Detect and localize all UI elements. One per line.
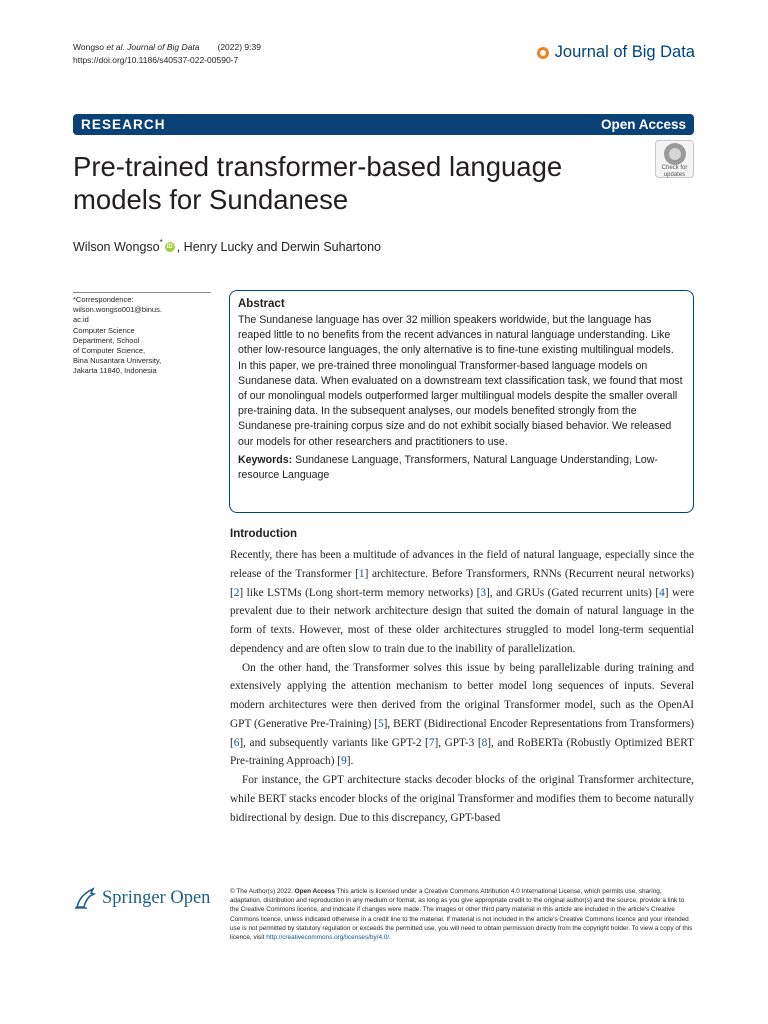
correspondence-note: [73, 292, 211, 377]
abstract-box: [229, 290, 694, 513]
author-first[interactable]: Wilson Wongso: [73, 240, 160, 254]
springer-horse-icon: [73, 887, 97, 909]
citation-journal: et al. Journal of Big Data: [106, 42, 200, 52]
section-heading-introduction: Introduction: [230, 528, 298, 540]
keywords: [238, 453, 685, 483]
paragraph-2: [230, 659, 694, 772]
article-type-banner: [73, 114, 694, 135]
springer-open-logo[interactable]: [73, 887, 210, 909]
check-for-updates-button[interactable]: [655, 140, 694, 178]
p1-text-b: ] architecture. Before Transformers, RNNs (Recurrent neural networks) [: [230, 567, 694, 599]
citation-ref[interactable]: 4: [659, 586, 665, 599]
doi-link[interactable]: https://doi.org/10.1186/s40537-022-00590-7: [73, 55, 239, 65]
p2-text-a: On the other hand, the Transformer solves this issue by being parallelizable during training and extensively applying the attention mechanism to better model long sequences of inputs. Several modern architectures were then derived from the original Transformer model, such as the OpenAI GPT (Generative Pre-Training) [: [230, 661, 694, 730]
citation-ref[interactable]: 2: [233, 586, 240, 599]
journal-logo[interactable]: [537, 43, 695, 62]
correspondence-affiliation: Computer Science Department, School of Computer Science, Bina Nusantara University, Jakarta 11840, Indonesia: [73, 325, 162, 376]
license-text: This article is licensed under a Creative Commons Attribution 4.0 International License, which permits use, sharing, adaptation, distribution and reproduction in any medium or format, as long as you give appropriate credit to the original author(s) and the source, provide a link to the Creative Commons licence, and indicate if changes were made. The images or other third party material in this article are included in the article's Creative Commons licence, unless indicated otherwise in a credit line to the material. If material is not included in the article's Creative Commons licence and your intended use is not permitted by statutory regulation or exceeds the permitted use, you will need to obtain permission directly from the copyright holder. To view a copy of this licence, visit: [230, 888, 693, 942]
article-type: RESEARCH: [81, 117, 166, 132]
keywords-label: Keywords:: [238, 453, 293, 466]
paragraph-1: [230, 546, 694, 659]
p1-text-c: ] like LSTMs (Long short-term memory networks) [: [239, 586, 481, 599]
introduction-body: [230, 546, 694, 827]
license-open-access: Open Access: [294, 888, 335, 895]
p2-text-c: ], and subsequently variants like GPT-2 [: [239, 736, 429, 749]
citation-ref[interactable]: 5: [377, 717, 384, 730]
abstract-heading: Abstract: [238, 298, 285, 310]
license-link[interactable]: http://creativecommons.org/licenses/by/4.0/: [266, 934, 390, 942]
citation-ref[interactable]: 7: [428, 736, 435, 749]
p2-text-e: ], and RoBERTa (Robustly Optimized BERT Pre-training Approach) [: [230, 736, 695, 768]
publisher-name-b: Open: [170, 887, 211, 908]
citation-year: (2022) 9:39: [217, 42, 261, 52]
citation-header: [73, 41, 261, 67]
citation-ref[interactable]: 6: [233, 736, 240, 749]
license-end: .: [389, 934, 391, 942]
p1-text-a: Recently, there has been a multitude of advances in the field of natural language, especially since the release of the Transformer [: [230, 549, 694, 580]
p2-text-b: ], BERT (Bidirectional Encoder Representations from Transformers) [: [230, 717, 694, 749]
check-updates-line2: updates: [663, 171, 686, 178]
p2-text-f: ].: [346, 755, 354, 768]
correspondence-email[interactable]: wilson.wongso001@binus. ac.id: [73, 305, 162, 325]
journal-logo-icon: [537, 47, 549, 59]
citation-ref[interactable]: 9: [341, 755, 347, 768]
author-rest: , Henry Lucky and Derwin Suhartono: [176, 240, 382, 254]
citation-authors: Wongso: [73, 42, 107, 52]
orcid-icon[interactable]: iD: [166, 244, 173, 250]
author-list: Wilson Wongso * iD , Henry Lucky and Derwin Suhartono: [73, 238, 382, 254]
citation-ref[interactable]: 3: [480, 586, 487, 599]
abstract-text: The Sundanese language has over 32 million speakers worldwide, but the language has reaped little to no benefits from the recent advances in natural language understanding. Like other low-resource languages, the only alternative is to fine-tune existing multilingual models. In this paper, we pre-trained three monolingual Transformer-based language models on Sundanese data. When evaluated on a downstream text classification task, we found that most of our monolingual models outperformed larger multilingual models despite the smaller overall pre-training data. In the subsequent analyses, our models benefited strongly from the Sundanese pre-training corpus size and do not exhibit socially biased behavior. We released our models for other researchers and practitioners to use.: [238, 314, 683, 448]
check-updates-icon: [664, 143, 686, 165]
citation-ref[interactable]: 8: [481, 736, 488, 749]
journal-name: Journal of Big Data: [554, 43, 695, 61]
p1-text-d: ], and GRUs (Gated recurrent units) [: [486, 586, 660, 599]
check-updates-line1: Check for: [661, 165, 688, 171]
p1-text-e: ] were prevalent due to their network architecture design that suited the domain of natural language in the form of texts. However, most of these older architectures struggled to model long-term sequential dependency and are often slow to train due to the inability of parallelization.: [230, 586, 694, 655]
license-copyright: © The Author(s) 2022.: [230, 888, 295, 895]
open-access-label: Open Access: [600, 117, 686, 132]
license-statement: [230, 887, 694, 942]
citation-ref[interactable]: 1: [358, 567, 365, 580]
p2-text-d: ], GPT-3 [: [434, 736, 482, 749]
correspondence-label: *Correspondence:: [73, 295, 134, 304]
paragraph-3: For instance, the GPT architecture stacks decoder blocks of the original Transformer architecture, while BERT stacks encoder blocks of the original Transformer and modifies them to become naturally bidirectional by design. Due to this discrepancy, GPT-based: [230, 774, 694, 824]
publisher-name: [102, 888, 210, 909]
keywords-list: Sundanese Language, Transformers, Natural Language Understanding, Low-resource Language: [238, 453, 658, 482]
article-title: Pre-trained transformer-based language models for Sundanese: [73, 151, 563, 215]
publisher-name-a: Springer: [102, 887, 166, 908]
